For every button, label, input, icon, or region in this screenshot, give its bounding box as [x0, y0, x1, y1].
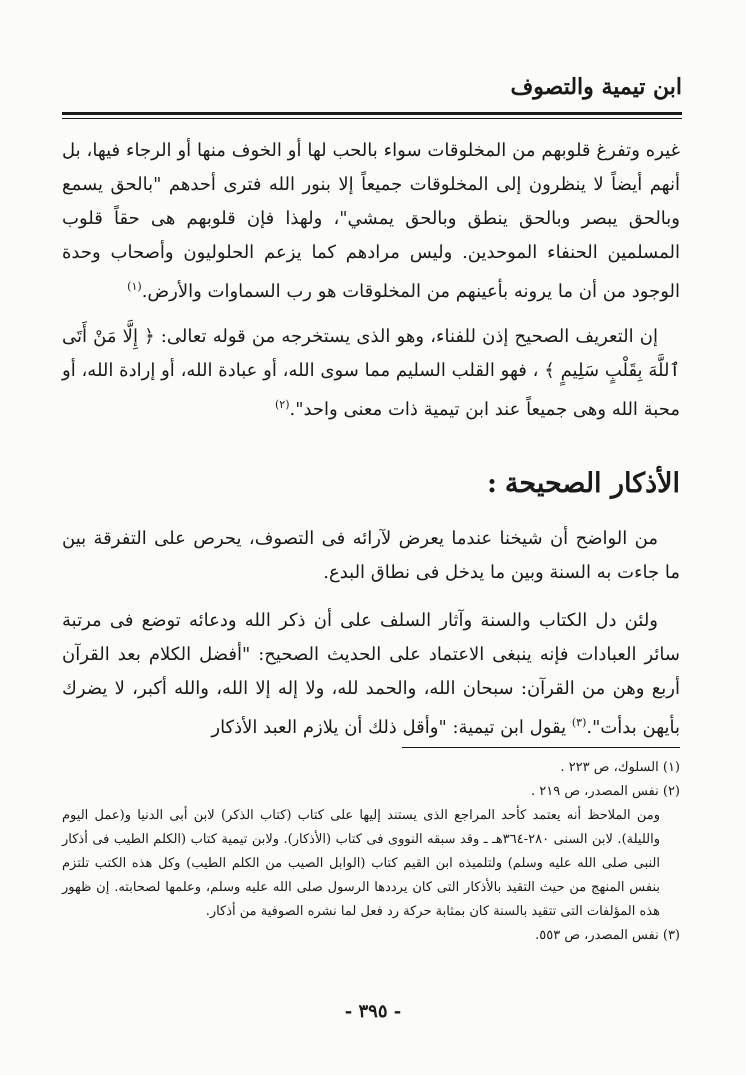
footnote-1: (١) السلوك، ص ٢٢٣ .: [560, 760, 680, 775]
section-heading-text: الأذكار الصحيحة: [504, 468, 680, 499]
footnote-3: (٣) نفس المصدر، ص ٥٥٣.: [535, 928, 680, 943]
footnote-2-note: ومن الملاحظ أنه يعتمد كأحد المراجع الذى يستند إليها على كتاب (كتاب الذكر) لابن أبى الدنيا و(عمل اليوم والليلة). لابن السنى ٢٨٠-٣٦٤هـ ـ وقد سبقه النووى فى كتاب (الأذكار). ولابن تيمية كتاب (الكلم الطيب فى أذكار النبى صلى الله عليه وسلم) ولتلميذه ابن القيم كتاب (الوابل الصيب من الكلم الطيب) وكل هذه الكتب تلتزم بنفس المنهج من حيث التقيد بالأذكار التى كان يرددها الرسول صلى الله عليه وسلم، وعلمها لصحابته. إن ظهور هذه المؤلفات التى تتقيد بالسنة كان بمثابة حركة رد فعل لما نشره الصوفية من أذكار.: [62, 808, 660, 919]
footnote-ref-2[interactable]: (٢): [274, 398, 290, 411]
footnote-2: (٢) نفس المصدر، ص ٢١٩ .: [530, 784, 680, 799]
paragraph-1: [62, 134, 680, 309]
header-rule: [62, 112, 682, 115]
footnote-separator: [402, 747, 680, 748]
paragraph-3: من الواضح أن شيخنا عندما يعرض لآرائه فى التصوف، يحرص على التفرقة بين ما جاءت به السنة وبين ما يدخل فى نطاق البدع.: [62, 528, 680, 583]
page-number: - ٣٩٥ -: [344, 1001, 402, 1022]
paragraph-1-text: غيره وتفرغ قلوبهم من المخلوقات سواء بالحب لها أو الخوف منها أو الرجاء فيها، بل أنهم أيضاً لا ينظرون إلى المخلوقات جميعاً إلا بنور الله فترى أحدهم "بالحق يسمع وبالحق يبصر وبالحق ينطق وبالحق يمشي"، ولهذا فإن قلوبهم هى حقاً قلوب المسلمين الحنفاء الموحدين. وليس مرادهم كما يزعم الحلوليون وأصحاب وحدة الوجود من أن ما يرونه بأعينهم من المخلوقات هو رب السماوات والأرض.: [62, 140, 680, 302]
paragraph-4-continuation: يقول ابن تيمية: "وأقل ذلك أن يلازم العبد الأذكار: [211, 717, 572, 738]
paragraph-4-text: ولئن دل الكتاب والسنة وآثار السلف على أن ذكر الله ودعائه توضع فى مرتبة سائر العبادات فإنه ينبغى الاعتماد على الحديث الصحيح: "أفضل الكلام بعد القرآن أربع وهن من القرآن: سبحان الله، والحمد لله، ولا إله إلا الله، والله أكبر، لا يضرك بأيهن بدأت".: [62, 610, 680, 738]
paragraph-4: [62, 604, 680, 745]
paragraph-2: [62, 320, 680, 427]
header-rule-thin: [62, 118, 682, 119]
section-heading: [487, 468, 680, 499]
footnote-ref-3[interactable]: (٣): [571, 716, 587, 729]
section-heading-colon: :: [486, 468, 497, 499]
running-header: ابن تيمية والتصوف: [510, 74, 682, 100]
paragraph-2-text: إن التعريف الصحيح إذن للفناء، وهو الذى يستخرجه من قوله تعالى: ﴿ إِلَّا مَنْ أَتَى ٱللَّهَ بِقَلْبٍ سَلِيمٍ ﴾ ، فهو القلب السليم مما سوى الله، أو عبادة الله، أو إرادة الله، أو محبة الله وهى جميعاً عند ابن تيمية ذات معنى واحد".: [62, 326, 680, 420]
footnotes: [62, 756, 680, 948]
footnote-ref-1[interactable]: (١): [127, 280, 142, 293]
